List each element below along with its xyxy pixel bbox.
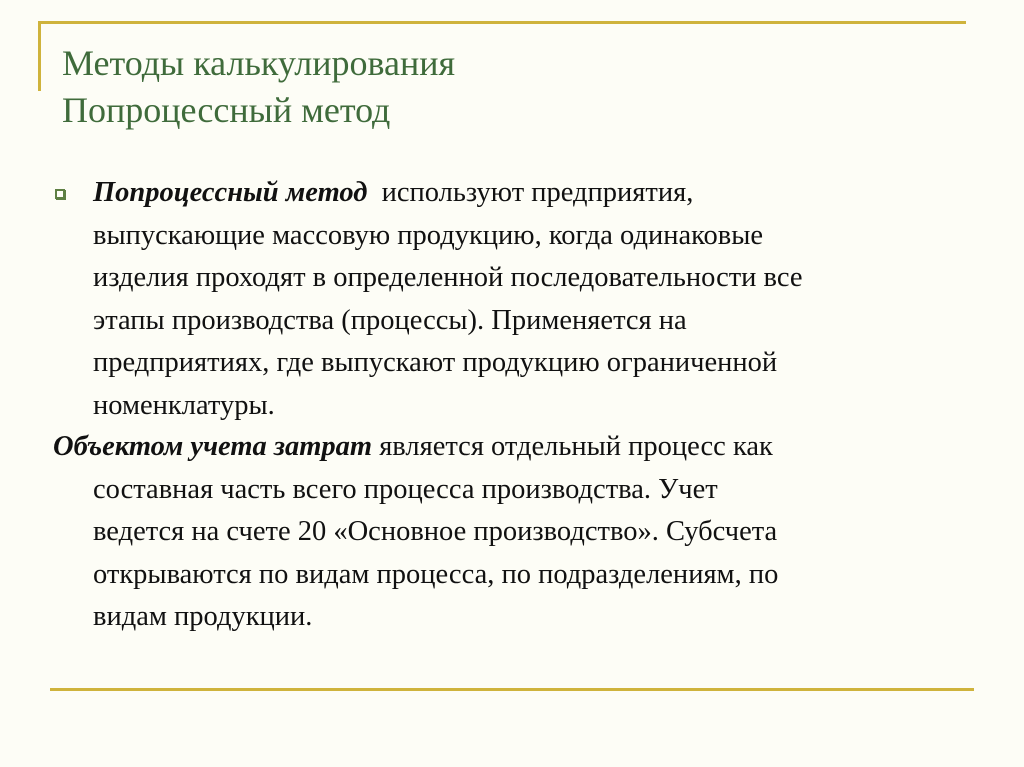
para2-line-1: является отдельный процесс как (379, 431, 773, 462)
bottom-divider (50, 688, 974, 691)
bullet-line-2: выпускающие массовую продукцию, когда одинаковые (93, 219, 764, 251)
title-line-1: Методы калькулирования (62, 43, 456, 83)
bullet-item (55, 172, 985, 427)
bullet-term: Попроцессный метод (93, 177, 368, 208)
para2-line-5: видам продукции. (93, 601, 313, 632)
title-line-2: Попроцессный метод (62, 90, 391, 130)
bullet-paragraph (55, 172, 985, 427)
para2-line-4: открываются по видам процесса, по подразделениям, по (93, 558, 779, 590)
bullet-line-3: изделия проходят в определенной последовательности все (93, 262, 803, 293)
cost-object-term: Объектом учета затрат (53, 431, 373, 462)
para2-line-2: составная часть всего процесса производства. Учет (93, 473, 718, 505)
bullet-line-4: этапы производства (процессы). Применяется на (93, 304, 687, 336)
slide-title (62, 40, 455, 134)
para2-line-3: ведется на счете 20 «Основное производство». Субсчета (93, 516, 778, 547)
bullet-line-5: предприятиях, где выпускают продукцию ограниченной (93, 347, 778, 378)
left-divider (38, 21, 41, 91)
top-divider (38, 21, 966, 24)
bullet-line-1: используют предприятия, (381, 177, 694, 208)
cost-object-paragraph (53, 426, 973, 639)
square-bullet-icon (55, 189, 65, 199)
bullet-line-6: номенклатуры. (93, 389, 275, 421)
